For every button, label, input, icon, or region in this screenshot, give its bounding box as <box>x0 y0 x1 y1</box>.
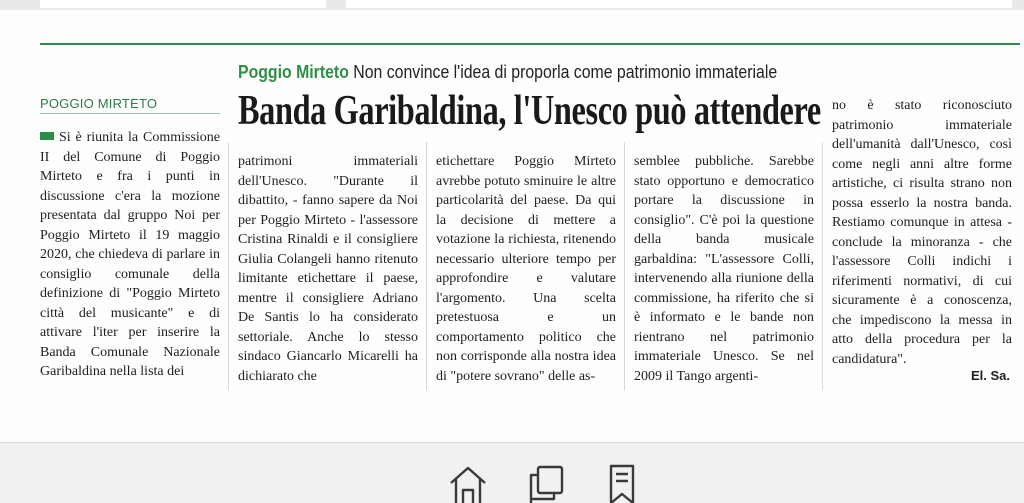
pages-icon[interactable] <box>524 463 568 503</box>
column-divider <box>624 142 625 390</box>
article-column-4: semblee pubbliche. Sarebbe stato opportuno e democratico portare la discussione in consiglio". C'è poi la questione della banda musicale garbaldina: "L'assessore Colli, intervenendo alla riunione della commissione, ha riferito che si è informato e le bande non rientrano nel patrimonio immateriale Unesco. Se nel 2009 il Tango argenti- <box>634 154 814 384</box>
column-1-text: Si è riunita la Commissione II del Comune di Poggio Mirteto e fra i punti in discussione c'era la mozione presentata dal gruppo Noi per Poggio Mirteto il 19 maggio 2020, che chiedeva di parlare in consiglio comunale della definizione di "Poggio Mirteto città del musicante" e di attivare l'iter per inserire la Banda Comunale Nazionale Garibaldina nella lista dei <box>40 130 220 379</box>
article-column-5: no è stato riconosciuto patrimonio immateriale dell'umanità dall'Unesco, così come negli anni altre forme artistiche, ci risulta strano non possa esserlo la nostra banda. Restiamo comunque in attesa - conclude la minoranza - che l'assessore Colli indichi i riferimenti normativi, di cui sicuramente è a conoscenza, che impediscono la messa in atto della procedura per la candidatura". <box>832 98 1012 367</box>
section-label: POGGIO MIRTETO <box>40 96 220 114</box>
bottom-navigation-bar <box>0 442 1024 503</box>
newspaper-page <box>0 10 1024 442</box>
column-divider <box>822 142 823 390</box>
kicker-text: Non convince l'idea di proporla come patrimonio immateriale <box>353 62 778 82</box>
column-divider <box>426 142 427 390</box>
green-bullet-icon <box>40 132 54 140</box>
kicker-place: Poggio Mirteto <box>238 62 349 82</box>
previous-page-strip <box>0 0 1024 10</box>
article-column-2: patrimoni immateriali dell'Unesco. "Durante il dibattito, - fanno sapere da Noi per Poggio Mirteto - l'assessore Cristina Rinaldi e il consigliere Giulia Colangeli hanno ritenuto limitante etichettare il paese, mentre il consigliere Adriano De Santis lo ha considerato settoriale. Anche lo stesso sindaco Giancarlo Micarelli ha dichiarato che <box>238 154 418 384</box>
article-kicker <box>238 62 777 83</box>
article-headline: Banda Garibaldina, l'Unesco può attendere <box>238 88 821 134</box>
article-column-3: etichettare Poggio Mirteto avrebbe potuto sminuire le altre particolarità del paese. Da qui la decisione di mettere a votazione la richiesta, ritenendo necessario ulteriore tempo per approfondire e valutare l'argomento. Una scelta pretestuosa e un comportamento politico che non corrisponde alla nostra idea di "potere sovrano" delle as- <box>436 154 616 384</box>
previous-page-card-right <box>346 0 1012 8</box>
bookmark-list-icon[interactable] <box>602 463 642 503</box>
home-icon[interactable] <box>447 463 489 503</box>
top-green-rule <box>40 43 1020 45</box>
article-byline: El. Sa. <box>970 368 1010 383</box>
column-divider <box>228 142 229 390</box>
previous-page-card-left <box>40 0 326 8</box>
article-column-1 <box>40 128 220 382</box>
